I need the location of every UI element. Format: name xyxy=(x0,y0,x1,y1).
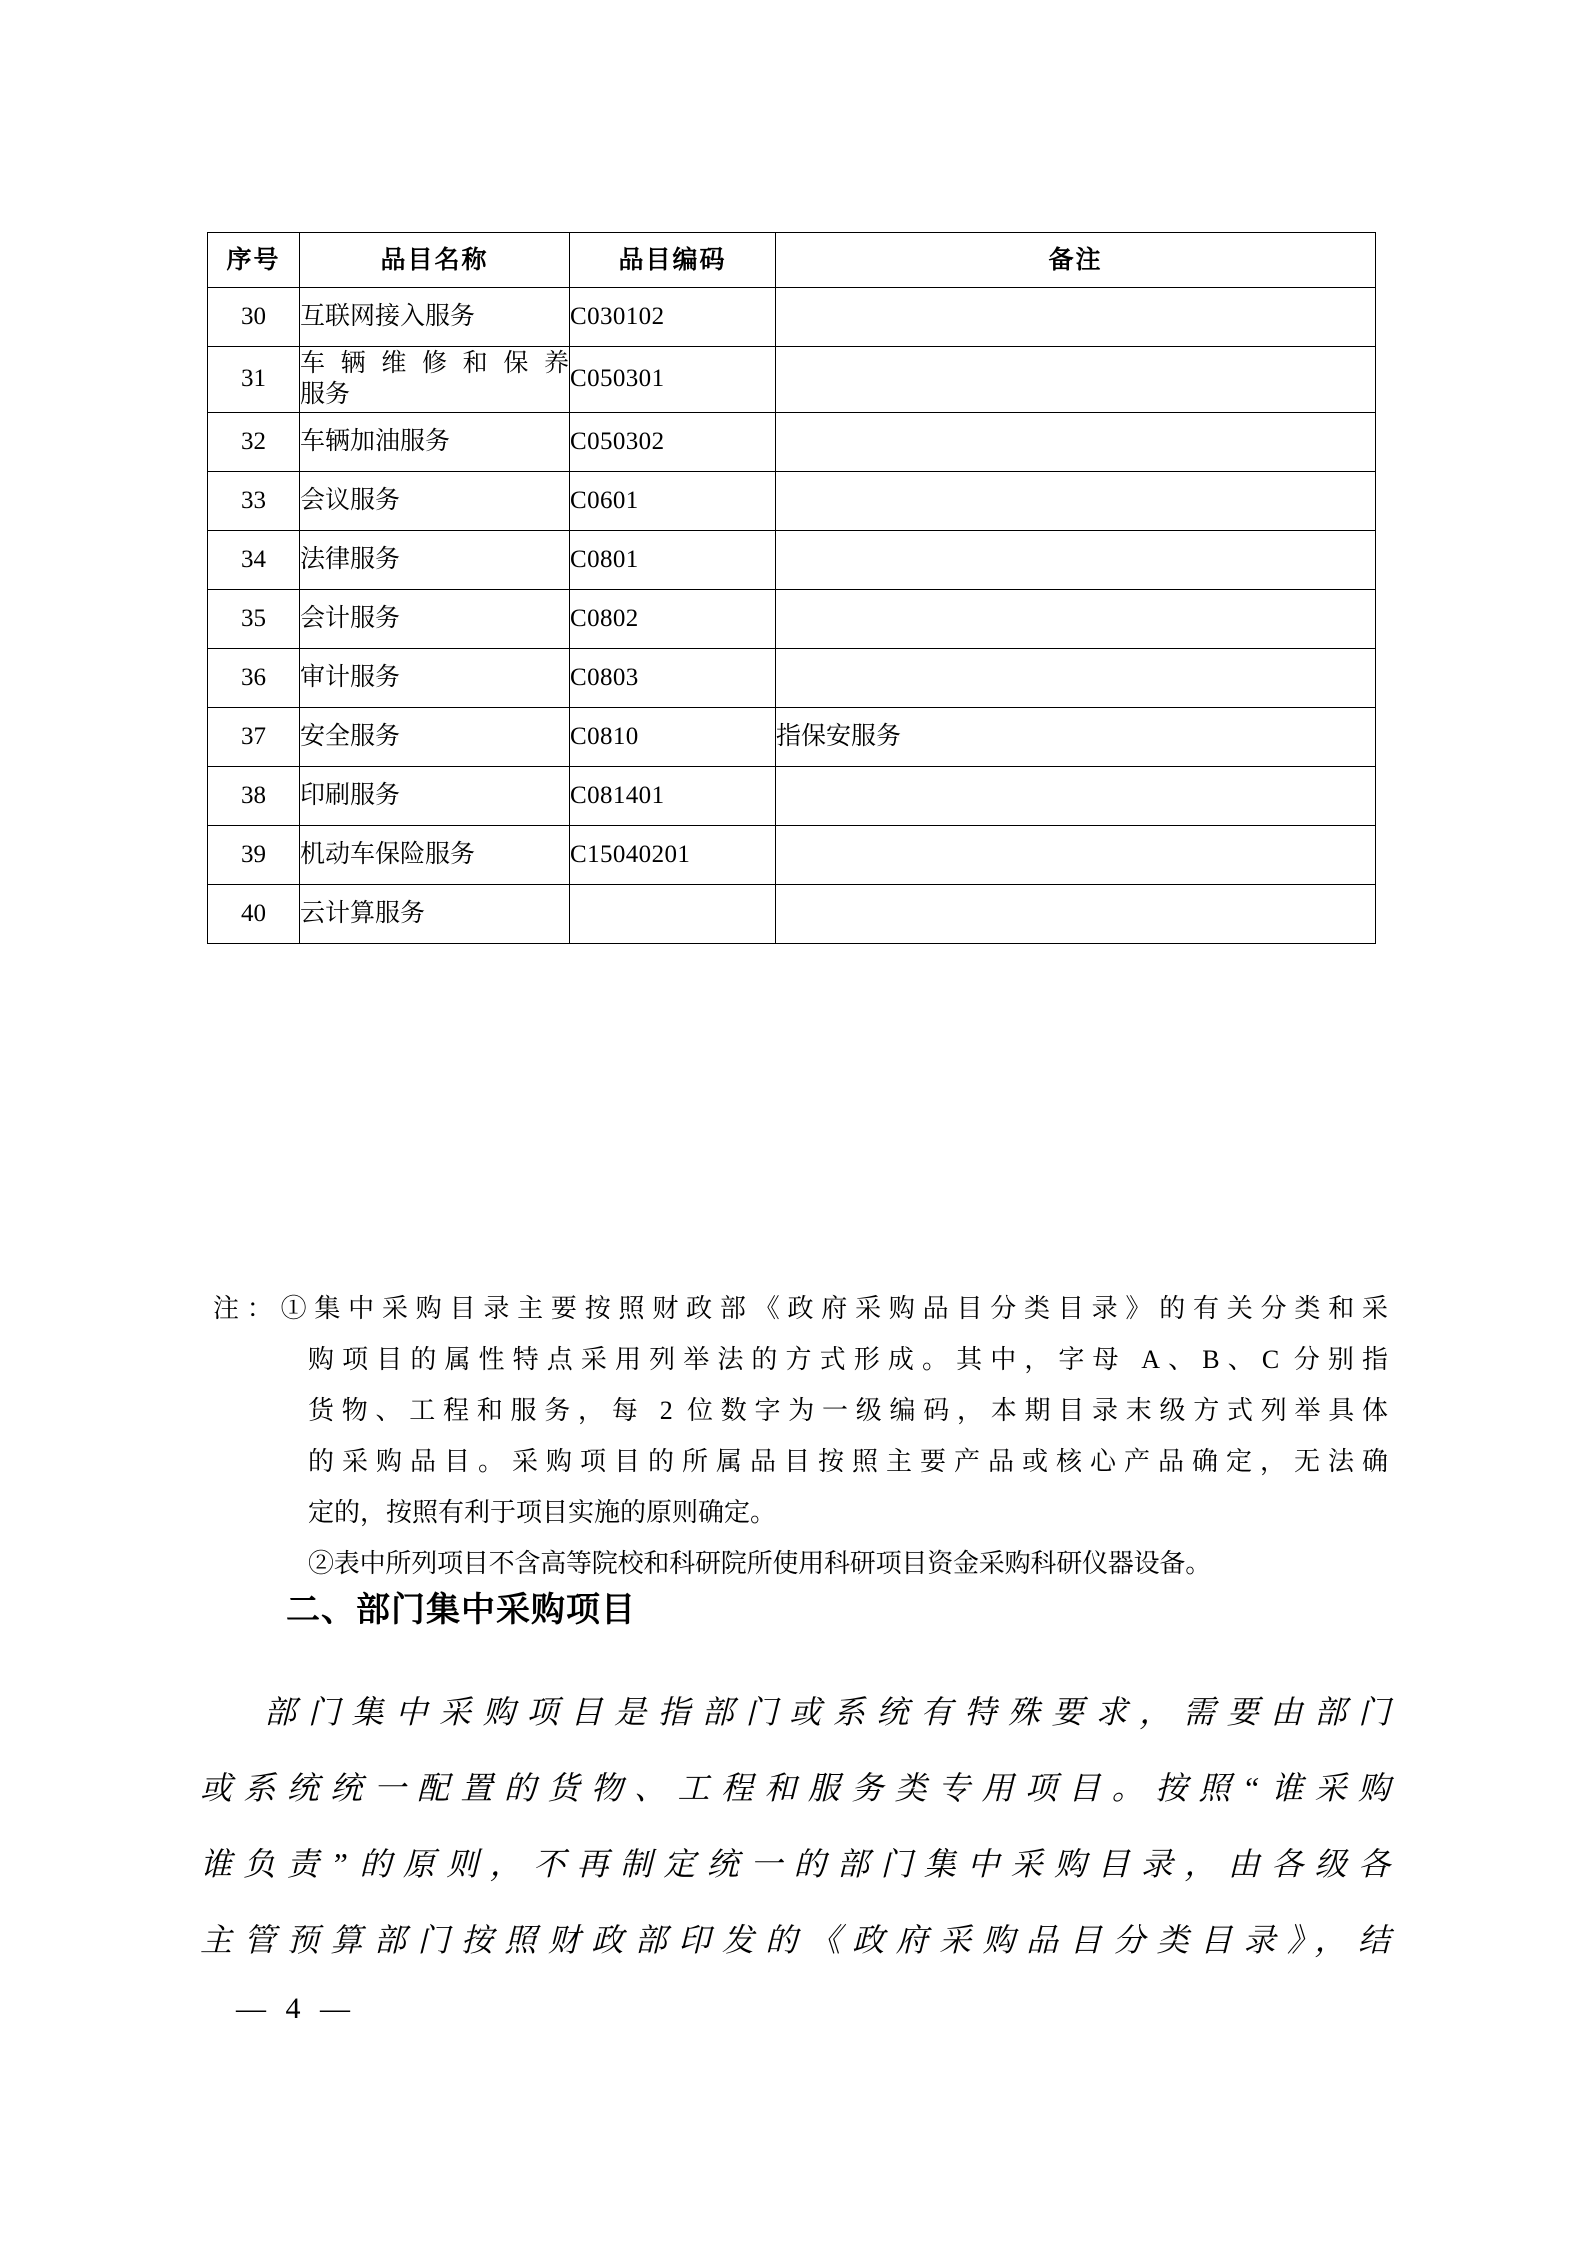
table-row xyxy=(208,531,1376,590)
note-1-line-5: 定的，按照有利于项目实施的原则确定。 xyxy=(308,1498,777,1527)
table-row xyxy=(208,649,1376,708)
table-row xyxy=(208,288,1376,347)
cell-name-text: 审计服务 xyxy=(300,663,401,691)
column-header-seq: 序号 xyxy=(208,233,300,288)
cell-note xyxy=(776,826,1376,885)
cell-code: C0803 xyxy=(570,649,776,708)
cell-note xyxy=(776,413,1376,472)
cell-code: C081401 xyxy=(570,767,776,826)
cell-seq: 37 xyxy=(208,708,300,767)
cell-name-text: 机动车保险服务 xyxy=(300,840,476,868)
table-header-row xyxy=(208,233,1376,288)
cell-seq: 35 xyxy=(208,590,300,649)
cell-name xyxy=(300,531,570,590)
table-row xyxy=(208,347,1376,413)
paragraph-line-1: 部门集中采购项目是指部门或系统有特殊要求，需要由部门 xyxy=(264,1694,1390,1730)
cell-code: C050302 xyxy=(570,413,776,472)
cell-note xyxy=(776,347,1376,413)
cell-code: C0802 xyxy=(570,590,776,649)
cell-seq: 38 xyxy=(208,767,300,826)
column-header-code: 品目编码 xyxy=(570,233,776,288)
note-2: ②表中所列项目不含高等院校和科研院所使用科研项目资金采购科研仪器设备。 xyxy=(308,1549,1212,1578)
cell-seq: 34 xyxy=(208,531,300,590)
note-1-line-4: 的采购品目。采购项目的所属品目按照主要产品或核心产品确定，无法确 xyxy=(308,1447,1388,1476)
cell-name-text: 安全服务 xyxy=(300,722,401,750)
cell-name-text: 印刷服务 xyxy=(300,781,401,809)
cell-code: C050301 xyxy=(570,347,776,413)
cell-name xyxy=(300,288,570,347)
cell-name xyxy=(300,826,570,885)
table-row xyxy=(208,885,1376,944)
cell-note xyxy=(776,531,1376,590)
cell-name-text-line1: 车辆维修和保养 xyxy=(300,350,569,377)
cell-name xyxy=(300,472,570,531)
cell-note xyxy=(776,590,1376,649)
cell-seq: 30 xyxy=(208,288,300,347)
cell-note xyxy=(776,649,1376,708)
table-header xyxy=(208,233,1376,288)
cell-seq: 33 xyxy=(208,472,300,531)
cell-name xyxy=(300,590,570,649)
cell-name xyxy=(300,649,570,708)
cell-name xyxy=(300,885,570,944)
cell-name-text: 会议服务 xyxy=(300,486,401,514)
cell-note xyxy=(776,767,1376,826)
cell-name-text: 法律服务 xyxy=(300,545,401,573)
cell-code: C0601 xyxy=(570,472,776,531)
table-row xyxy=(208,767,1376,826)
cell-code xyxy=(570,885,776,944)
cell-code: C15040201 xyxy=(570,826,776,885)
cell-name-text: 云计算服务 xyxy=(300,899,426,927)
cell-note xyxy=(776,885,1376,944)
cell-code: C0801 xyxy=(570,531,776,590)
cell-code: C0810 xyxy=(570,708,776,767)
table-row xyxy=(208,472,1376,531)
table-row xyxy=(208,413,1376,472)
cell-seq: 31 xyxy=(208,347,300,413)
paragraph-line-2: 或系统统一配置的货物、工程和服务类专用项目。按照“谁采购 xyxy=(200,1770,1390,1806)
table-row xyxy=(208,590,1376,649)
page-number: — 4 — xyxy=(236,1992,356,2025)
table-row xyxy=(208,708,1376,767)
note-1-line-2: 购项目的属性特点采用列举法的方式形成。其中，字母 A、B、C 分别指 xyxy=(308,1345,1388,1374)
table-notes xyxy=(213,1283,1388,1589)
cell-code: C030102 xyxy=(570,288,776,347)
cell-note xyxy=(776,472,1376,531)
cell-seq: 40 xyxy=(208,885,300,944)
cell-name-text: 车辆加油服务 xyxy=(300,427,451,455)
procurement-catalog-table xyxy=(207,232,1376,944)
paragraph-line-4: 主管预算部门按照财政部印发的《政府采购品目分类目录》，结 xyxy=(200,1922,1390,1958)
cell-name xyxy=(300,347,570,413)
cell-name xyxy=(300,413,570,472)
cell-name xyxy=(300,767,570,826)
section-paragraph xyxy=(200,1674,1390,1978)
column-header-name: 品目名称 xyxy=(300,233,570,288)
note-1-line-3: 货物、工程和服务，每 2 位数字为一级编码，本期目录末级方式列举具体 xyxy=(308,1396,1388,1425)
cell-seq: 32 xyxy=(208,413,300,472)
cell-name xyxy=(300,708,570,767)
table-row xyxy=(208,826,1376,885)
note-1-line-1: 注：①集中采购目录主要按照财政部《政府采购品目分类目录》的有关分类和采 xyxy=(213,1294,1388,1323)
cell-name-text: 会计服务 xyxy=(300,604,401,632)
section-heading: 二、部门集中采购项目 xyxy=(286,1590,636,1630)
cell-note xyxy=(776,288,1376,347)
procurement-catalog-table-container xyxy=(207,232,1375,944)
cell-seq: 36 xyxy=(208,649,300,708)
cell-seq: 39 xyxy=(208,826,300,885)
paragraph-line-3: 谁负责”的原则，不再制定统一的部门集中采购目录，由各级各 xyxy=(200,1846,1390,1882)
column-header-note: 备注 xyxy=(776,233,1376,288)
cell-note: 指保安服务 xyxy=(776,708,1376,767)
cell-name-text-line2: 服务 xyxy=(300,380,351,408)
cell-name-text: 互联网接入服务 xyxy=(300,302,476,330)
table-body xyxy=(208,288,1376,944)
